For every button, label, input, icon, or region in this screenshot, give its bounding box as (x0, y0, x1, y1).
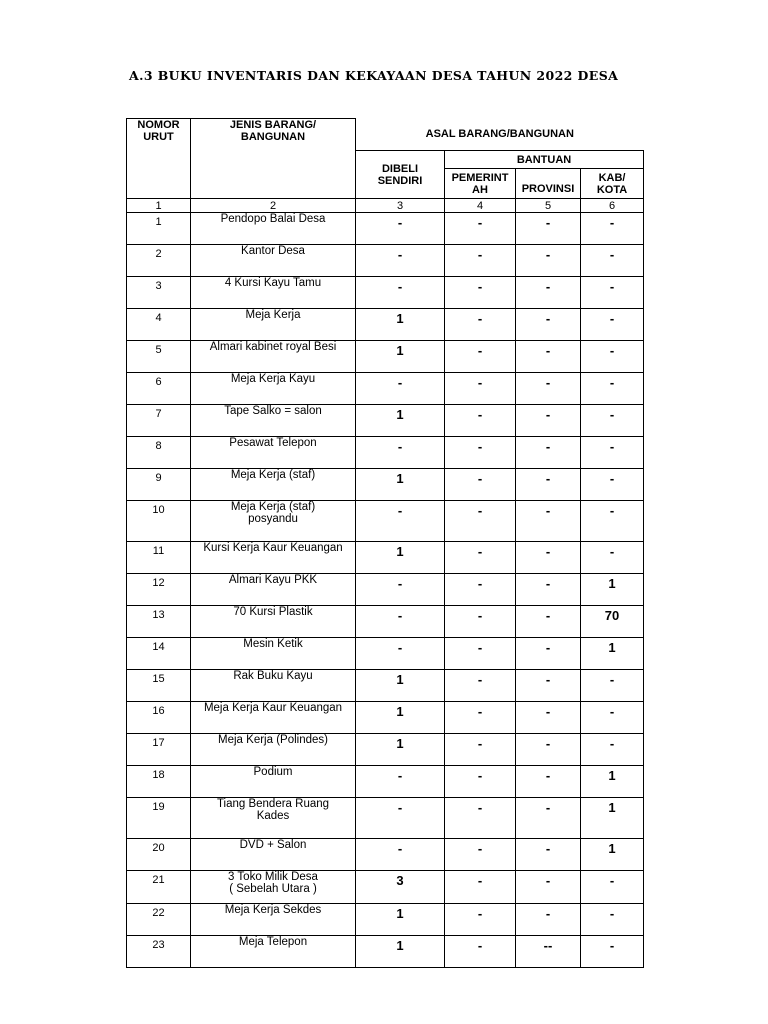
pemerintah-value: - (445, 606, 516, 638)
row-number: 21 (127, 871, 191, 904)
row-number: 19 (127, 798, 191, 839)
item-name-line: 3 Toko Milik Desa (228, 871, 318, 883)
header-pemerintah-line2: AH (472, 183, 488, 196)
item-name-line: Pesawat Telepon (229, 437, 317, 449)
item-name-line: 4 Kursi Kayu Tamu (224, 277, 322, 289)
item-name-line: Kades (256, 810, 290, 822)
pemerintah-value: - (445, 734, 516, 766)
dibeli-sendiri-value: - (356, 839, 445, 871)
row-number: 18 (127, 766, 191, 798)
item-name-line: Kursi Kerja Kaur Keuangan (203, 542, 343, 554)
provinsi-value: - (516, 405, 581, 437)
table-header (127, 119, 644, 213)
row-number: 5 (127, 341, 191, 373)
item-name (191, 936, 356, 968)
row-number: 11 (127, 542, 191, 574)
table-row (127, 638, 644, 670)
table-row (127, 871, 644, 904)
header-kabkota-line1: KAB/ (598, 171, 626, 184)
header-bantuan (445, 151, 644, 169)
item-name-line: DVD + Salon (239, 839, 307, 851)
dibeli-sendiri-value: 1 (356, 341, 445, 373)
pemerintah-value: - (445, 542, 516, 574)
table-row (127, 734, 644, 766)
kab-kota-value: - (581, 437, 644, 469)
header-nomor-line2: URUT (143, 131, 174, 143)
item-name (191, 904, 356, 936)
provinsi-value: - (516, 839, 581, 871)
table-row (127, 670, 644, 702)
provinsi-value: - (516, 574, 581, 606)
header-jenis-line1: JENIS BARANG/ (229, 119, 317, 131)
item-name-line: Almari kabinet royal Besi (209, 341, 337, 353)
item-name-line: Meja Kerja (staf) (230, 469, 316, 481)
pemerintah-value: - (445, 245, 516, 277)
dibeli-sendiri-value: - (356, 213, 445, 245)
item-name-line: Rak Buku Kayu (233, 670, 313, 682)
dibeli-sendiri-value: - (356, 437, 445, 469)
column-number: 1 (127, 199, 191, 213)
item-name-line: Meja Telepon (238, 936, 308, 948)
provinsi-value: - (516, 670, 581, 702)
row-number: 1 (127, 213, 191, 245)
inventory-table (126, 118, 644, 968)
kab-kota-value: 1 (581, 638, 644, 670)
table-row (127, 904, 644, 936)
column-number: 3 (356, 199, 445, 213)
kab-kota-value: - (581, 341, 644, 373)
table-row (127, 936, 644, 968)
item-name-line: Meja Kerja (staf) (230, 501, 316, 513)
dibeli-sendiri-value: - (356, 606, 445, 638)
provinsi-value: - (516, 373, 581, 405)
kab-kota-value: 1 (581, 766, 644, 798)
item-name (191, 437, 356, 469)
header-provinsi (516, 169, 581, 199)
provinsi-value: - (516, 437, 581, 469)
item-name (191, 373, 356, 405)
table-row (127, 501, 644, 542)
pemerintah-value: - (445, 839, 516, 871)
table-row (127, 341, 644, 373)
dibeli-sendiri-value: - (356, 277, 445, 309)
item-name-line: Meja Kerja Kaur Keuangan (203, 702, 343, 714)
item-name-line: Meja Kerja Kayu (230, 373, 316, 385)
provinsi-value: - (516, 734, 581, 766)
kab-kota-value: - (581, 542, 644, 574)
provinsi-value: - (516, 542, 581, 574)
header-kab-kota (581, 169, 644, 199)
header-jenis-line2: BANGUNAN (240, 131, 306, 143)
dibeli-sendiri-value: 1 (356, 309, 445, 341)
header-dibeli-line1: DIBELI (381, 162, 419, 175)
page-title: A.3 BUKU INVENTARIS DAN KEKAYAAN DESA TAHUN 2022 DESA (129, 68, 619, 83)
pemerintah-value: - (445, 670, 516, 702)
dibeli-sendiri-value: - (356, 574, 445, 606)
pemerintah-value: - (445, 936, 516, 968)
table-row (127, 542, 644, 574)
provinsi-value: -- (516, 936, 581, 968)
column-number-row (127, 199, 644, 213)
provinsi-value: - (516, 277, 581, 309)
item-name (191, 469, 356, 501)
item-name-line: Tiang Bendera Ruang (216, 798, 330, 810)
provinsi-value: - (516, 213, 581, 245)
row-number: 10 (127, 501, 191, 542)
provinsi-value: - (516, 341, 581, 373)
provinsi-value: - (516, 904, 581, 936)
item-name (191, 638, 356, 670)
kab-kota-value: - (581, 373, 644, 405)
kab-kota-value: 1 (581, 574, 644, 606)
item-name (191, 839, 356, 871)
provinsi-value: - (516, 469, 581, 501)
pemerintah-value: - (445, 341, 516, 373)
header-pemerintah (445, 169, 516, 199)
row-number: 15 (127, 670, 191, 702)
kab-kota-value: - (581, 734, 644, 766)
pemerintah-value: - (445, 405, 516, 437)
row-number: 22 (127, 904, 191, 936)
kab-kota-value: 70 (581, 606, 644, 638)
header-nomor-urut (127, 119, 191, 199)
dibeli-sendiri-value: 1 (356, 936, 445, 968)
item-name-line: Meja Kerja Sekdes (224, 904, 322, 916)
kab-kota-value: - (581, 405, 644, 437)
dibeli-sendiri-value: 1 (356, 405, 445, 437)
table-row (127, 574, 644, 606)
dibeli-sendiri-value: - (356, 766, 445, 798)
table-row (127, 798, 644, 839)
item-name-line: posyandu (248, 513, 298, 525)
table-row (127, 309, 644, 341)
table-row (127, 405, 644, 437)
item-name (191, 574, 356, 606)
header-nomor-line1: NOMOR (137, 119, 180, 131)
dibeli-sendiri-value: - (356, 373, 445, 405)
item-name (191, 341, 356, 373)
table-row (127, 373, 644, 405)
kab-kota-value: - (581, 309, 644, 341)
header-kabkota-line2: KOTA (596, 183, 628, 196)
row-number: 8 (127, 437, 191, 469)
header-jenis-barang (191, 119, 356, 199)
item-name (191, 245, 356, 277)
item-name (191, 277, 356, 309)
row-number: 9 (127, 469, 191, 501)
dibeli-sendiri-value: - (356, 501, 445, 542)
provinsi-value: - (516, 309, 581, 341)
item-name (191, 542, 356, 574)
dibeli-sendiri-value: 1 (356, 542, 445, 574)
dibeli-sendiri-value: - (356, 245, 445, 277)
kab-kota-value: - (581, 670, 644, 702)
provinsi-value: - (516, 871, 581, 904)
row-number: 16 (127, 702, 191, 734)
column-number: 2 (191, 199, 356, 213)
item-name (191, 405, 356, 437)
table-body (127, 213, 644, 968)
kab-kota-value: - (581, 936, 644, 968)
kab-kota-value: - (581, 277, 644, 309)
table-row (127, 606, 644, 638)
row-number: 17 (127, 734, 191, 766)
row-number: 2 (127, 245, 191, 277)
kab-kota-value: - (581, 702, 644, 734)
header-provinsi-label: PROVINSI (521, 183, 575, 195)
row-number: 14 (127, 638, 191, 670)
dibeli-sendiri-value: - (356, 798, 445, 839)
provinsi-value: - (516, 245, 581, 277)
row-number: 23 (127, 936, 191, 968)
pemerintah-value: - (445, 871, 516, 904)
column-number: 4 (445, 199, 516, 213)
pemerintah-value: - (445, 469, 516, 501)
item-name-line: 70 Kursi Plastik (233, 606, 313, 618)
pemerintah-value: - (445, 501, 516, 542)
table-row (127, 839, 644, 871)
pemerintah-value: - (445, 213, 516, 245)
dibeli-sendiri-value: 1 (356, 670, 445, 702)
item-name-line: Almari Kayu PKK (228, 574, 318, 586)
provinsi-value: - (516, 798, 581, 839)
kab-kota-value: - (581, 871, 644, 904)
kab-kota-value: - (581, 213, 644, 245)
item-name-line: ( Sebelah Utara ) (229, 883, 317, 895)
item-name (191, 702, 356, 734)
kab-kota-value: - (581, 904, 644, 936)
pemerintah-value: - (445, 702, 516, 734)
kab-kota-value: 1 (581, 798, 644, 839)
header-asal-barang (356, 119, 644, 151)
header-asal-label: ASAL BARANG/BANGUNAN (425, 128, 574, 141)
table-row (127, 469, 644, 501)
kab-kota-value: 1 (581, 839, 644, 871)
kab-kota-value: - (581, 501, 644, 542)
row-number: 6 (127, 373, 191, 405)
item-name (191, 606, 356, 638)
table-row (127, 766, 644, 798)
item-name (191, 734, 356, 766)
item-name-line: Kantor Desa (241, 245, 305, 257)
header-dibeli-sendiri (356, 151, 445, 199)
pemerintah-value: - (445, 437, 516, 469)
row-number: 7 (127, 405, 191, 437)
item-name-line: Pendopo Balai Desa (220, 213, 326, 225)
item-name (191, 670, 356, 702)
item-name (191, 213, 356, 245)
row-number: 3 (127, 277, 191, 309)
item-name-line: Meja Kerja (Polindes) (218, 734, 328, 746)
item-name (191, 309, 356, 341)
pemerintah-value: - (445, 277, 516, 309)
row-number: 13 (127, 606, 191, 638)
item-name-line: Mesin Ketik (243, 638, 303, 650)
pemerintah-value: - (445, 638, 516, 670)
dibeli-sendiri-value: 1 (356, 702, 445, 734)
item-name-line: Podium (253, 766, 293, 778)
table-row (127, 245, 644, 277)
kab-kota-value: - (581, 245, 644, 277)
dibeli-sendiri-value: 3 (356, 871, 445, 904)
header-pemerintah-line1: PEMERINT (451, 171, 509, 184)
provinsi-value: - (516, 766, 581, 798)
row-number: 12 (127, 574, 191, 606)
header-bantuan-label: BANTUAN (516, 153, 572, 166)
dibeli-sendiri-value: 1 (356, 904, 445, 936)
pemerintah-value: - (445, 766, 516, 798)
pemerintah-value: - (445, 309, 516, 341)
table-row (127, 213, 644, 245)
pemerintah-value: - (445, 574, 516, 606)
dibeli-sendiri-value: 1 (356, 734, 445, 766)
kab-kota-value: - (581, 469, 644, 501)
provinsi-value: - (516, 638, 581, 670)
column-number: 6 (581, 199, 644, 213)
item-name-line: Meja Kerja (245, 309, 301, 321)
pemerintah-value: - (445, 373, 516, 405)
item-name-line: Tape Salko = salon (224, 405, 322, 417)
provinsi-value: - (516, 606, 581, 638)
row-number: 4 (127, 309, 191, 341)
table-row (127, 437, 644, 469)
provinsi-value: - (516, 702, 581, 734)
pemerintah-value: - (445, 904, 516, 936)
provinsi-value: - (516, 501, 581, 542)
item-name (191, 766, 356, 798)
item-name (191, 501, 356, 542)
item-name (191, 798, 356, 839)
dibeli-sendiri-value: 1 (356, 469, 445, 501)
table-row (127, 702, 644, 734)
table-row (127, 277, 644, 309)
header-dibeli-line2: SENDIRI (377, 174, 423, 187)
dibeli-sendiri-value: - (356, 638, 445, 670)
column-number: 5 (516, 199, 581, 213)
pemerintah-value: - (445, 798, 516, 839)
item-name (191, 871, 356, 904)
row-number: 20 (127, 839, 191, 871)
